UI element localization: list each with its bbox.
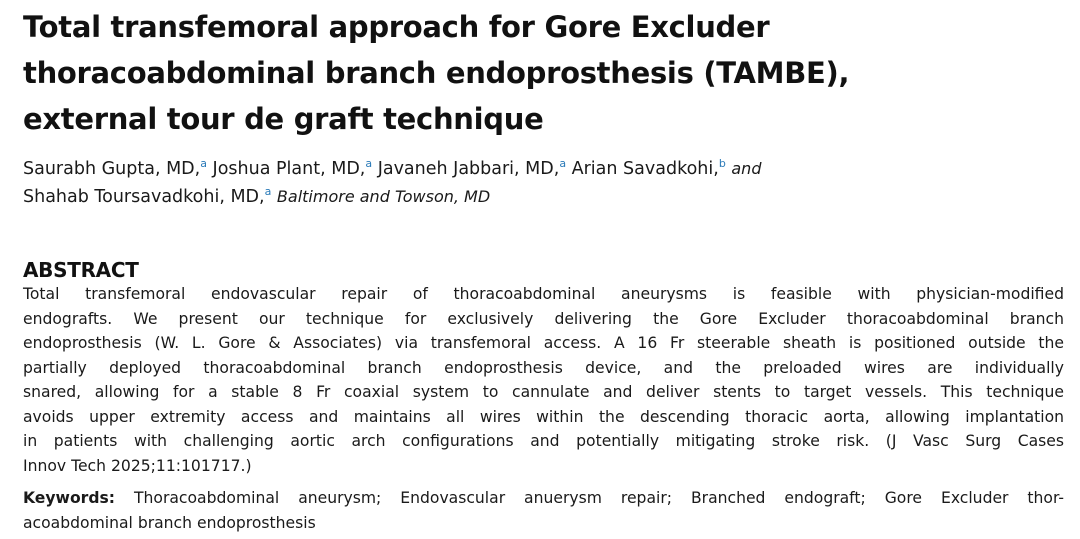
abstract-line: partially deployed thoracoabdominal branch endoprosthesis device, and the preloaded wires are individually xyxy=(23,358,1064,377)
abstract-line: snared, allowing for a stable 8 Fr coaxial system to cannulate and deliver stents to target vessels. This technique xyxy=(23,383,1064,401)
abstract-heading: ABSTRACT xyxy=(23,258,139,282)
article-title xyxy=(23,4,1064,142)
affiliation-marker[interactable]: a xyxy=(559,157,567,170)
abstract-line: endografts. We present our technique for exclusively delivering the Gore Excluder thoracoabdominal branch xyxy=(23,309,1064,328)
author-conjunction: and xyxy=(731,159,762,178)
author-name: Saurabh Gupta, MD, xyxy=(23,159,201,179)
keywords-text: Thoracoabdominal aneurysm; Endovascular anuerysm repair; Branched endograft; Gore Excluder thor- xyxy=(134,489,1065,507)
title-line: thoracoabdominal branch endoprosthesis (TAMBE), xyxy=(23,56,850,90)
affiliation-marker[interactable]: a xyxy=(264,185,272,198)
keywords-line xyxy=(23,486,1064,511)
author-name: Joshua Plant, MD, xyxy=(212,159,366,179)
author-name: Javaneh Jabbari, MD, xyxy=(377,159,560,179)
affiliation-marker[interactable]: a xyxy=(365,157,373,170)
title-line: Total transfemoral approach for Gore Excluder xyxy=(23,10,770,44)
affiliation-marker[interactable]: b xyxy=(718,157,726,170)
abstract-line: avoids upper extremity access and maintains all wires within the descending thoracic aorta, allowing implantation xyxy=(23,407,1064,426)
author-affiliation: Baltimore and Towson, MD xyxy=(276,187,491,206)
author-line xyxy=(23,183,1064,211)
title-line: external tour de graft technique xyxy=(23,102,544,136)
affiliation-marker[interactable]: a xyxy=(200,157,207,170)
keywords-line: acoabdominal branch endoprosthesis xyxy=(23,513,316,532)
keywords-label: Keywords: xyxy=(23,489,116,507)
abstract-line: Total transfemoral endovascular repair of thoracoabdominal aneurysms is feasible with physician-modified xyxy=(23,285,1064,303)
author-list xyxy=(23,155,1064,211)
abstract-line: endoprosthesis (W. L. Gore & Associates) via transfemoral access. A 16 Fr steerable sheath is positioned outside the xyxy=(23,334,1064,352)
keywords-section xyxy=(23,486,1064,535)
author-name: Shahab Toursavadkohi, MD, xyxy=(23,187,265,207)
abstract-line: Innov Tech 2025;11:101717.) xyxy=(23,456,252,475)
author-line xyxy=(23,155,1064,183)
abstract-body xyxy=(23,282,1064,478)
author-name: Arian Savadkohi, xyxy=(571,159,719,179)
abstract-line: in patients with challenging aortic arch configurations and potentially mitigating stroke risk. (J Vasc Surg Cases xyxy=(23,432,1064,450)
